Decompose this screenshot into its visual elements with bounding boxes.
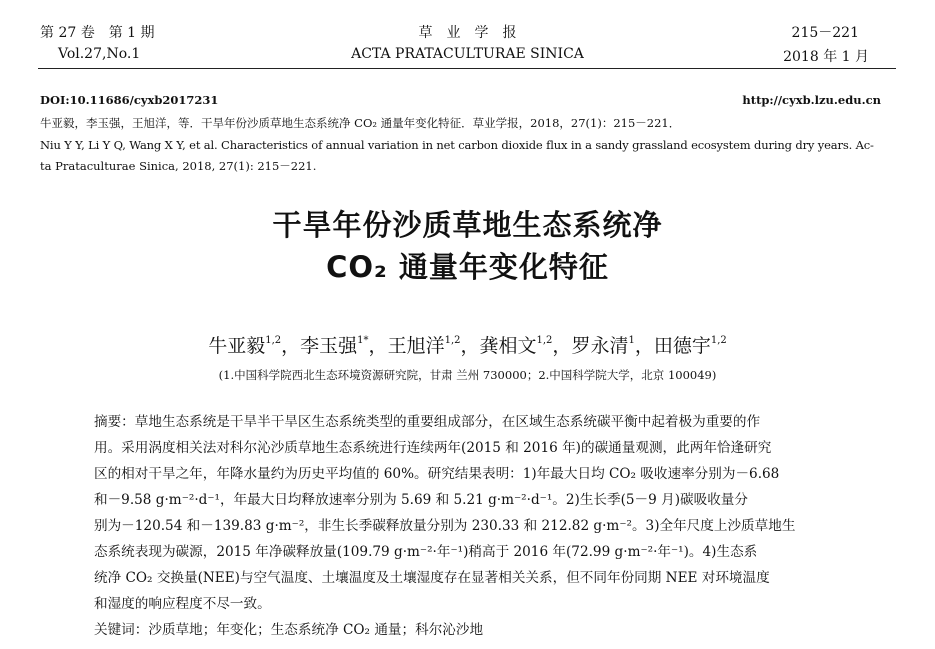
- paper-title-line-2: CO₂ 通量年变化特征: [326, 250, 609, 284]
- volume-issue-cn: 第 27 卷 第 1 期: [40, 25, 155, 41]
- journal-title-cn: 草 业 学 报: [418, 25, 517, 41]
- publication-date: 2018 年 1 月: [783, 49, 869, 65]
- keywords: 关键词：沙质草地；年变化；生态系统净 CO₂ 通量；科尔沁沙地: [94, 622, 484, 638]
- doi: DOI:10.11686/cyxb2017231: [40, 93, 219, 107]
- author-3: 王旭洋$^{1,2}$: [387, 334, 461, 357]
- author-6: 田德宇$^{1,2}$: [653, 334, 727, 357]
- author-5: 罗永清$^1$: [571, 334, 635, 357]
- volume-issue-en: Vol.27,No.1: [58, 46, 141, 62]
- journal-title-en: ACTA PRATACULTURAE SINICA: [351, 46, 584, 62]
- author-2: 李玉强$^{1*}$: [300, 334, 369, 357]
- author-1: 牛亚毅$^{1,2}$: [208, 334, 282, 357]
- abstract-line-1: 摘要：草地生态系统是干旱半干旱区生态系统类型的重要组成部分，在区域生态系统碳平衡中起着极为重要的作: [94, 414, 761, 430]
- abstract-line-8: 和湿度的响应程度不尽一致。: [94, 596, 271, 612]
- citation-en-line-1: Niu Y Y, Li Y Q, Wang X Y, et al. Characteristics of annual variation in net carbon dioxide flux in a sandy grassland ecosystem during dry years. Ac-: [40, 138, 874, 152]
- abstract-line-3: 区的相对干旱之年，年降水量约为历史平均值的 60%。研究结果表明：1)年最大日均 CO₂ 吸收速率分别为－6.68: [94, 466, 780, 482]
- author-list: 牛亚毅$^{1,2}$，李玉强$^{1*}$，王旭洋$^{1,2}$，龚相文$^{1,2}$，罗永清$^1$，田德宇$^{1,2}$: [208, 334, 727, 357]
- header-rule: [38, 68, 896, 69]
- abstract-line-5: 别为－120.54 和－139.83 g·m⁻²，非生长季碳释放量分别为 230.33 和 212.82 g·m⁻²。3)全年尺度上沙质草地生: [94, 518, 796, 534]
- abstract-line-2: 用。采用涡度相关法对科尔沁沙质草地生态系统进行连续两年(2015 和 2016 年)的碳通量观测，此两年恰逢研究: [94, 440, 772, 456]
- affiliation: (1.中国科学院西北生态环境资源研究院，甘肃 兰州 730000；2.中国科学院大学，北京 100049): [218, 368, 717, 382]
- abstract-line-4: 和－9.58 g·m⁻²·d⁻¹，年最大日均释放速率分别为 5.69 和 5.21 g·m⁻²·d⁻¹。2)生长季(5－9 月)碳吸收量分: [94, 492, 748, 508]
- citation-cn: 牛亚毅，李玉强，王旭洋，等．干旱年份沙质草地生态系统净 CO₂ 通量年变化特征．草业学报，2018，27(1)：215－221．: [40, 116, 681, 130]
- author-4: 龚相文$^{1,2}$: [479, 334, 553, 357]
- abstract-line-6: 态系统表现为碳源，2015 年净碳释放量(109.79 g·m⁻²·年⁻¹)稍高于 2016 年(72.99 g·m⁻²·年⁻¹)。4)生态系: [94, 544, 758, 560]
- paper-title-line-1: 干旱年份沙质草地生态系统净: [272, 208, 663, 242]
- citation-en-line-2: ta Prataculturae Sinica, 2018, 27(1): 215－221.: [40, 159, 317, 173]
- abstract-line-7: 统净 CO₂ 交换量(NEE)与空气温度、土壤温度及土壤湿度存在显著相关关系，但不同年份同期 NEE 对环境温度: [94, 570, 770, 586]
- page-range: 215－221: [791, 25, 859, 41]
- journal-url[interactable]: http://cyxb.lzu.edu.cn: [742, 93, 881, 107]
